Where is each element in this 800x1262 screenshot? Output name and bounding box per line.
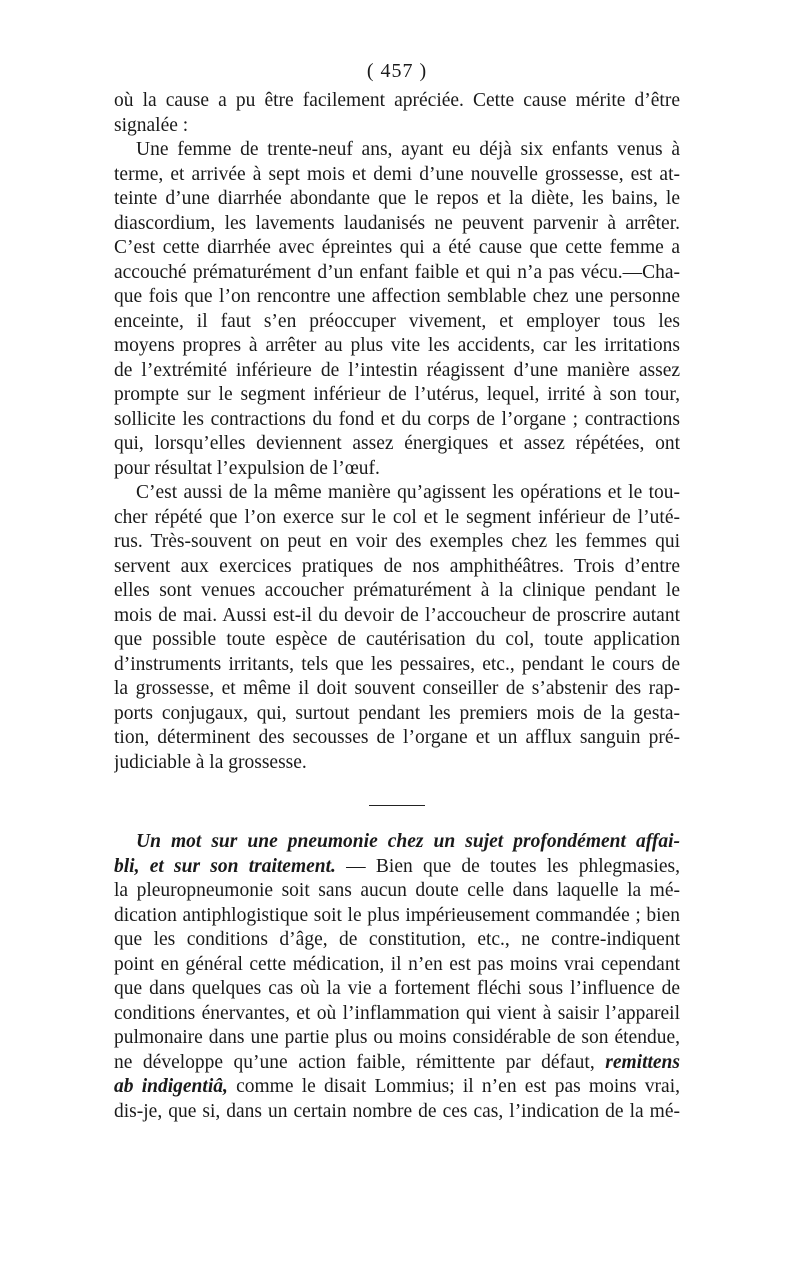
text-line: enceinte, il faut s’en préoccuper vivement, et employer tous les <box>114 310 680 332</box>
text-line: pulmonaire dans une partie plus ou moins considérable de son étendue, <box>114 1027 680 1048</box>
paragraph-operations <box>114 481 680 775</box>
text-line: terme, et arrivée à sept mois et demi d’une nouvelle grossesse, est at- <box>114 163 680 185</box>
article-title-line-2 <box>114 855 680 880</box>
text-line: diascordium, les lavements laudanisés ne peuvent parvenir à arrêter. <box>114 212 680 234</box>
text-line: C’est cette diarrhée avec épreintes qui a été cause que cette femme a <box>114 237 680 258</box>
text-line: où la cause a pu être facilement apréciée. Cette cause mérite d’être <box>114 90 680 111</box>
paragraph-case <box>114 138 680 481</box>
text-line: que dans quelques cas où la vie a fortement fléchi sous l’influence de <box>114 978 680 999</box>
text-line: ports conjugaux, qui, surtout pendant les premiers mois de la gesta- <box>114 702 680 724</box>
text-line: la grossesse, et même il doit souvent conseiller de s’abstenir des rap- <box>114 678 680 699</box>
text-line: que fois que l’on rencontre une affection semblable chez une personne <box>114 286 680 307</box>
text-line: dication antiphlogistique soit le plus impérieusement commandée ; bien <box>114 904 680 926</box>
article-pneumonie <box>114 830 680 1124</box>
text-line: pour résultat l’expulsion de l’œuf. <box>114 457 380 479</box>
text-line: Une femme de trente-neuf ans, ayant eu déjà six enfants venus à <box>136 139 680 160</box>
text-line: dis-je, que si, dans un certain nombre de ces cas, l’indication de la mé- <box>114 1100 680 1122</box>
text-line: que possible toute espèce de cautérisation du col, toute application <box>114 629 680 650</box>
book-page <box>114 60 680 1124</box>
latin-phrase: ab indigentiâ, <box>114 1076 228 1097</box>
text-segment: ne développe qu’une action faible, rémittente par défaut, <box>114 1051 606 1073</box>
text-line: judiciable à la grossesse. <box>114 751 307 773</box>
paragraph-intro <box>114 89 680 138</box>
article-title-end: bli, et sur son traitement. <box>114 855 336 877</box>
article-body <box>114 879 680 1051</box>
text-line: mois de mai. Aussi est-il du devoir de l’accoucheur de proscrire autant <box>114 604 680 626</box>
body-text <box>114 89 680 775</box>
text-line: tion, déterminent des secousses de l’organe et un afflux sanguin pré- <box>114 727 680 748</box>
text-segment: comme le disait Lommius; il n’en est pas moins vrai, <box>227 1076 680 1097</box>
text-line: que les conditions d’âge, de constitution, etc., ne contre-indiquent <box>114 929 680 950</box>
text-line: de l’extrémité inférieure de l’intestin réagissent d’une manière assez <box>114 359 680 381</box>
page-number: ( 457 ) <box>366 60 428 82</box>
text-line: servent aux exercices pratiques de nos amphithéâtres. Trois d’entre <box>114 555 680 577</box>
text-line: elles sont venues accoucher prématurément à la clinique pendant le <box>114 580 680 601</box>
article-text: — Bien que de toutes les phlegmasies, <box>335 855 680 877</box>
text-line: conditions énervantes, et où l’inflammation qui vient à saisir l’appareil <box>114 1002 680 1024</box>
text-line <box>114 1051 680 1076</box>
text-line: rus. Très-souvent on peut en voir des exemples chez les femmes qui <box>114 531 680 552</box>
text-line: la pleuropneumonie soit sans aucun doute celle dans laquelle la mé- <box>114 880 680 901</box>
latin-phrase: remittens <box>605 1051 680 1073</box>
text-line: point en général cette médication, il n’en est pas moins vrai cependant <box>114 953 680 975</box>
text-line: moyens propres à arrêter au plus vite les accidents, car les irritations <box>114 335 680 356</box>
article-title-line <box>114 830 680 855</box>
text-line: prompte sur le segment inférieur de l’utérus, lequel, irrité à son tour, <box>114 384 680 405</box>
section-divider <box>369 805 425 806</box>
text-line <box>114 1075 680 1100</box>
text-line: C’est aussi de la même manière qu’agissent les opérations et le tou- <box>136 482 680 503</box>
article-title: Un mot sur une pneumonie chez un sujet profondément affai- <box>136 831 680 852</box>
text-line: cher répété que l’on exerce sur le col et le segment inférieur de l’uté- <box>114 506 680 528</box>
text-line: signalée : <box>114 114 189 136</box>
text-line: qui, lorsqu’elles deviennent assez énergiques et assez répétées, ont <box>114 433 680 454</box>
text-line: sollicite les contractions du fond et du corps de l’organe ; contractions <box>114 408 680 430</box>
text-line: d’instruments irritants, tels que les pessaires, etc., pendant le cours de <box>114 653 680 675</box>
text-line: accouché prématurément d’un enfant faible et qui n’a pas vécu.—Cha- <box>114 261 680 283</box>
text-line: teinte d’une diarrhée abondante que le repos et la diète, les bains, le <box>114 188 680 209</box>
